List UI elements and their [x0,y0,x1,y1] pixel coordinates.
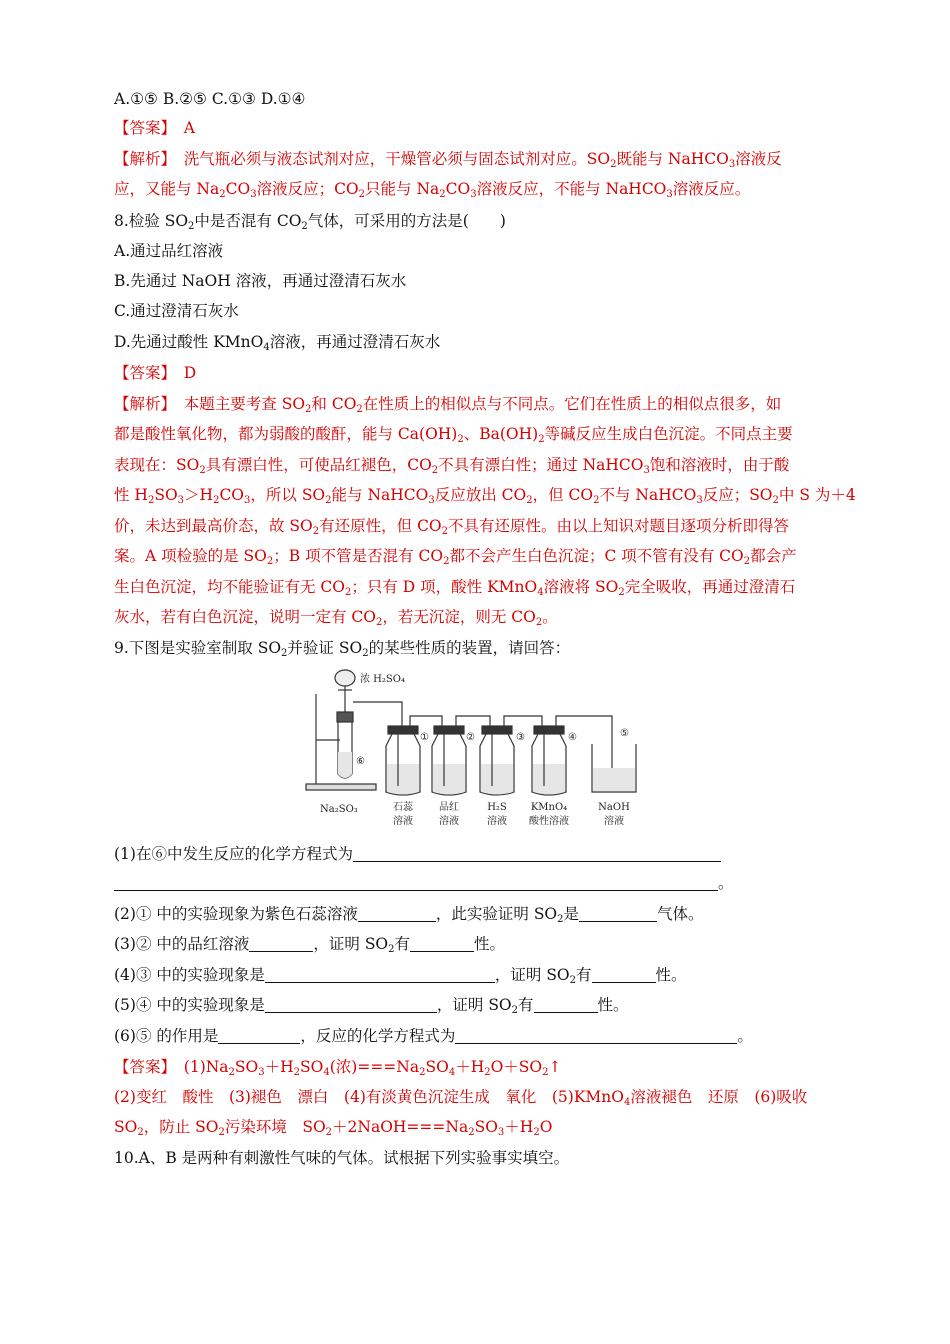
apparatus-diagram [302,664,662,836]
beaker-label-top: NaOH [598,802,630,813]
blank-1a[interactable] [353,847,721,862]
q8-analysis-line2: 都是酸性氧化物，都为弱酸的酸酐，能与 $Ca(OH)_2$、$Ba(OH)_2$等碱反应生成白色沉淀。不同点主要 [114,425,793,445]
bottle-3-label-top: H₂S [487,802,507,813]
q8-option-d: D.先通过酸性 KMnO$_4$溶液，再通过澄清石灰水 [114,333,441,353]
blank-5a[interactable] [265,998,437,1013]
bottle-1-label-bottom: 溶液 [393,816,413,827]
bottle-4-label-bottom: 酸性溶液 [529,816,569,827]
q8-analysis-line3: 表现在：$SO_2$具有漂白性，可使品红褪色，$CO_2$不具有漂白性；通过 NaHCO$_3$饱和溶液时，由于酸 [114,456,790,476]
q10-stem: 10.A、B 是两种有刺激性气味的气体。试根据下列实验事实填空。 [114,1149,570,1167]
bottle-2-label-bottom: 溶液 [439,816,459,827]
q8-analysis-line8: 灰水，若有白色沉淀，说明一定有 $CO_2$，若无沉淀，则无 $CO_2$。 [114,608,558,628]
stand-base [306,784,376,790]
q9-sub3: (3)② 中的品红溶液 ，证明 $SO_2$有 性。 [114,935,506,955]
blank-3b[interactable] [410,937,474,952]
bottle-4 [532,726,566,795]
bottle-3-label-bottom: 溶液 [487,816,507,827]
bottle-4-label-top: KMnO₄ [530,802,568,813]
blank-1b[interactable] [114,876,718,891]
blank-2a[interactable] [358,907,436,922]
bottle-2-number: ② [466,732,475,743]
q9-sub5: (5)④ 中的实验现象是 ，证明 $SO_2$有 性。 [114,996,629,1016]
beaker-5 [592,744,636,792]
q8-stem: 8.检验 $SO_2$中是否混有 $CO_2$气体，可采用的方法是( ) [114,212,506,232]
bottle-1-number: ① [420,732,429,743]
flask-label: Na₂SO₃ [320,804,358,815]
q7-answer: 【答案】 A [114,119,195,137]
blank-5b[interactable] [534,998,598,1013]
blank-2b[interactable] [579,907,657,922]
q8-option-b: B.先通过 NaOH 溶液，再通过澄清石灰水 [114,272,407,290]
q7-options: A.①⑤ B.②⑤ C.①③ D.①④ [114,90,306,108]
bottle-2-label-top: 品红 [439,802,459,813]
blank-3a[interactable] [249,937,313,952]
bottle-2 [432,726,466,795]
q9-sub2: (2)① 中的实验现象为紫色石蕊溶液 ，此实验证明 $SO_2$是 气体。 [114,905,704,925]
beaker-label-bottom: 溶液 [604,816,624,827]
q9-sub6: (6)⑤ 的作用是 ，反应的化学方程式为 。 [114,1027,753,1045]
bottle-4-number: ④ [568,732,577,743]
q7-analysis-line2: 应，又能与 $Na_2CO_3$溶液反应；$CO_2$只能与 $Na_2CO_3$溶液反应，不能与 NaHCO$_3$溶液反应。 [114,180,751,200]
q8-analysis-line1: 【解析】 本题主要考查 $SO_2$和 $CO_2$在性质上的相似点与不同点。它们在性质上的相似点很多，如 [114,395,782,415]
q9-answer-line1: 【答案】 $(1)Na_2SO_3+H_2SO_4$(浓)$===Na_2SO_4+H_2O+SO_2↑$ [114,1058,562,1078]
q8-option-a: A.通过品红溶液 [114,242,224,260]
q7-analysis-line1: 【解析】 洗气瓶必须与液态试剂对应，干燥管必须与固态试剂对应。$SO_2$既能与 NaHCO$_3$溶液反 [114,150,782,170]
q9-sub4: (4)③ 中的实验现象是 ，证明 $SO_2$有 性。 [114,966,687,986]
q8-option-c: C.通过澄清石灰水 [114,302,239,320]
q9-answer-line3: $SO_2$，防止 $SO_2$污染环境 $SO_2+2NaOH===Na_2SO_3+H_2O$ [114,1118,553,1138]
q9-sub1: (1)在⑥中发生反应的化学方程式为 [114,843,844,865]
tube-number: ⑥ [356,756,365,767]
blank-4a[interactable] [265,968,495,983]
q9-stem: 9.下图是实验室制取 $SO_2$并验证 $SO_2$的某些性质的装置，请回答： [114,639,571,659]
blank-4b[interactable] [592,968,656,983]
beaker-number: ⑤ [620,728,629,739]
separatory-funnel [335,670,355,686]
q8-analysis-line4: 性 $H_2SO_3>H_2CO_3$，所以 $SO_2$能与 NaHCO$_3$反应放出 $CO_2$，但 $CO_2$不与 NaHCO$_3$反应；$SO_2$中 S 为＋4 [114,486,856,506]
q8-analysis-line6: 案。A 项检验的是 $SO_2$；B 项不管是否混有 $CO_2$都不会产生白色沉淀；C 项不管有没有 $CO_2$都会产 [114,547,797,567]
bottle-1 [386,726,420,795]
q8-answer: 【答案】 D [114,364,197,382]
acid-label: 浓 H₂SO₄ [360,674,405,685]
q8-analysis-line7: 生白色沉淀，均不能验证有无 $CO_2$；只有 D 项，酸性 KMnO$_4$溶液将 $SO_2$完全吸收，再通过澄清石 [114,578,796,598]
blank-6b[interactable] [455,1029,737,1044]
q8-analysis-line5: 价，未达到最高价态，故 $SO_2$有还原性，但 $CO_2$不具有还原性。由以上知识对题目逐项分析即得答 [114,517,790,537]
bottle-3 [480,726,514,795]
bottle-3-number: ③ [516,732,525,743]
blank-6a[interactable] [218,1029,300,1044]
bottle-1-label-top: 石蕊 [393,802,413,813]
q9-sub1-cont: 。 [114,872,844,894]
q9-answer-line2: (2)变红 酸性 (3)褪色 漂白 (4)有淡黄色沉淀生成 氧化 (5)KMnO$_4$溶液褪色 还原 (6)吸收 [114,1088,808,1108]
